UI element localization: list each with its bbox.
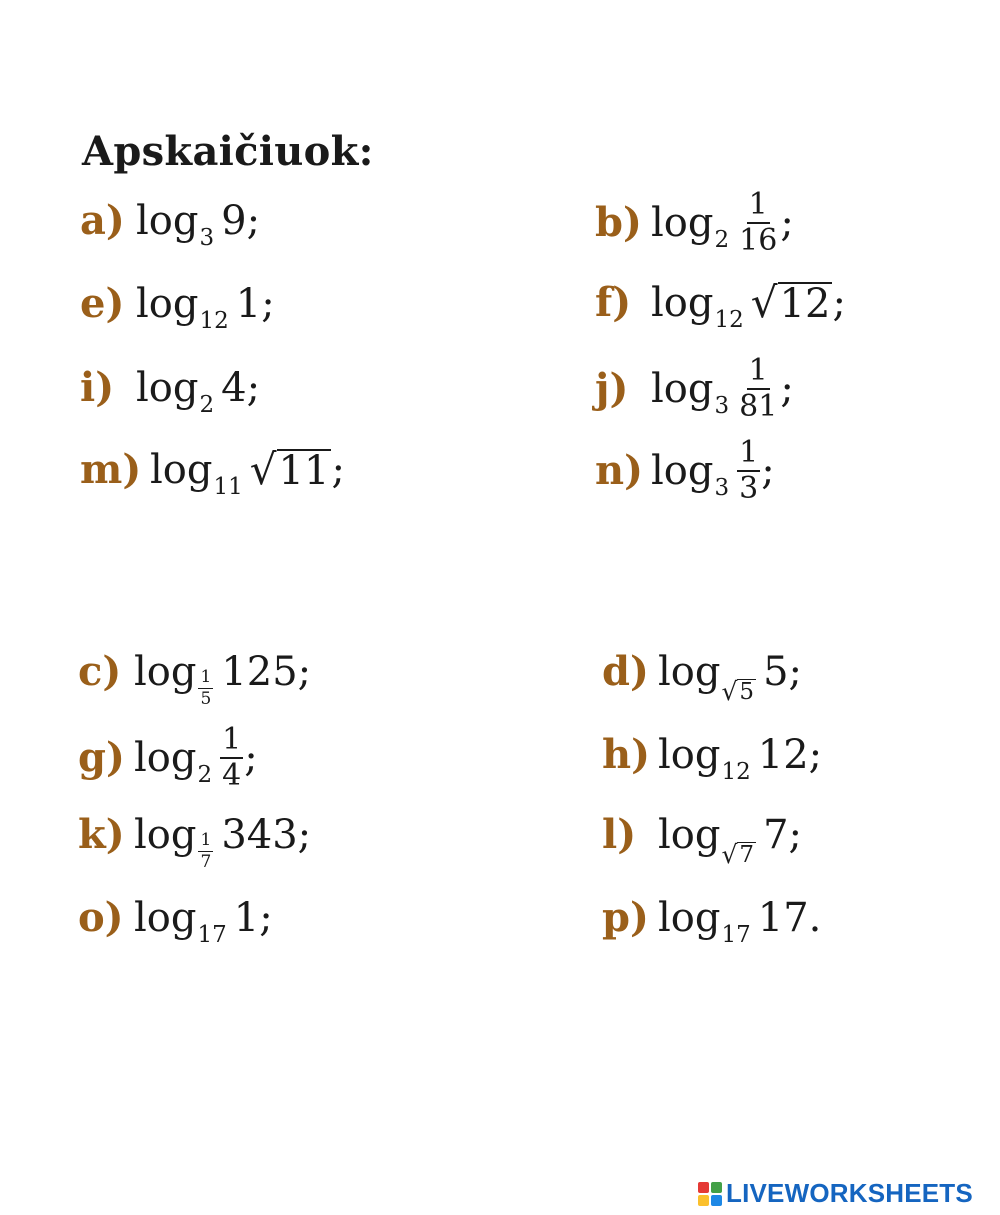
log-expression: log 3 <box>651 448 730 501</box>
denominator: 81 <box>739 389 778 424</box>
log-base: 11 <box>213 474 243 500</box>
exercise-m: m) log 11 √ 11 ; <box>80 445 345 500</box>
log-argument: 4 <box>221 365 247 411</box>
numerator: 1 <box>200 667 212 687</box>
fraction <box>737 435 760 506</box>
log-argument: 12 <box>757 732 809 778</box>
base-square-root <box>721 679 756 704</box>
radicand: 11 <box>278 448 330 494</box>
base-square-root <box>721 842 756 867</box>
log-base <box>197 832 214 871</box>
log-base: 2 <box>197 762 213 788</box>
exercise-b: b) log 2 $\frac{1}{16}$ ; <box>595 187 794 258</box>
log-base: 12 <box>714 307 744 333</box>
log-base: 17 <box>197 922 227 948</box>
numerator: 1 <box>739 435 759 470</box>
denominator: 5 <box>200 689 212 709</box>
exercise-label: e) <box>80 280 125 327</box>
exercise-p: p) log 17 17 . <box>602 894 822 948</box>
log-argument: 9 <box>221 198 247 244</box>
log-expression: log $\frac{1}{7}$ <box>134 815 221 855</box>
log-expression: log 12 <box>651 280 744 333</box>
exercise-g: g) log 2 $\frac{1}{4}$ ; <box>78 722 258 793</box>
log-base: 17 <box>721 922 751 948</box>
log-argument: 5 <box>763 649 789 695</box>
log-expression: log 17 <box>658 895 751 948</box>
log-expression: log √ 7 <box>658 812 755 869</box>
exercise-label: p) <box>602 894 649 941</box>
numerator: 1 <box>222 722 242 757</box>
exercise-label: l) <box>602 811 637 858</box>
numerator: 1 <box>748 353 768 388</box>
exercise-o: o) log 17 1 ; <box>78 894 273 948</box>
log-argument: 7 <box>763 812 789 858</box>
liveworksheets-logo-icon <box>698 1182 722 1206</box>
log-argument: 343 <box>221 812 298 858</box>
log-base <box>197 669 214 708</box>
exercise-label: m) <box>80 446 142 493</box>
exercise-label: b) <box>595 199 642 246</box>
log-expression: log 2 <box>134 735 213 788</box>
log-base <box>721 842 756 867</box>
denominator: 7 <box>200 852 212 872</box>
base-fraction <box>198 832 213 871</box>
radical-sign: √ <box>721 677 738 706</box>
exercise-label: k) <box>78 811 125 858</box>
log-argument: 125 <box>221 649 298 695</box>
page-title: Apskaičiuok: <box>82 128 374 175</box>
fraction <box>220 722 243 793</box>
exercise-label: d) <box>602 648 649 695</box>
radical-sign: √ <box>721 840 738 869</box>
logo-square <box>711 1182 722 1193</box>
denominator: 16 <box>739 223 778 258</box>
liveworksheets-logo <box>698 1178 973 1209</box>
denominator: 4 <box>222 758 242 793</box>
fraction <box>737 187 779 258</box>
log-expression: log 12 <box>658 732 751 785</box>
log-expression: log 3 <box>651 366 730 419</box>
exercise-c: c) log $\frac{1}{5}$ 125 ; <box>78 648 312 709</box>
log-base: 3 <box>714 393 730 419</box>
radicand: 7 <box>739 842 755 868</box>
exercise-f: f) log 12 √ 12 ; <box>595 278 846 333</box>
exercise-label: g) <box>78 734 125 781</box>
log-expression: log 2 <box>651 200 730 253</box>
log-base: 3 <box>199 225 215 251</box>
radicand: 12 <box>779 281 831 327</box>
fraction <box>737 353 779 424</box>
log-base: 3 <box>714 475 730 501</box>
radical-sign: √ <box>750 278 778 327</box>
log-argument: 1 <box>235 281 262 327</box>
logo-square <box>698 1182 709 1193</box>
exercise-label: n) <box>595 447 644 494</box>
exercise-label: f) <box>595 279 632 326</box>
log-base: 2 <box>714 227 730 253</box>
square-root <box>750 278 833 327</box>
numerator: 1 <box>748 187 768 222</box>
log-expression: log 17 <box>134 895 227 948</box>
exercise-k: k) log $\frac{1}{7}$ 343 ; <box>78 811 312 872</box>
exercise-d: d) log √ 5 5 ; <box>602 648 802 706</box>
exercise-j: j) log 3 $\frac{1}{81}$ ; <box>595 353 794 424</box>
log-expression: log 2 <box>136 365 215 418</box>
denominator: 3 <box>739 471 759 506</box>
log-expression: log 12 <box>136 281 229 334</box>
log-argument: 1 <box>233 895 260 941</box>
log-base <box>721 679 756 704</box>
logo-text: LIVEWORKSHEETS <box>726 1178 973 1208</box>
log-expression: log $\frac{1}{5}$ <box>134 652 221 692</box>
exercise-i: i) log 2 4 ; <box>80 364 261 418</box>
exercise-label: o) <box>78 894 124 941</box>
exercise-label: i) <box>80 364 115 411</box>
log-base: 12 <box>721 759 751 785</box>
log-expression: log √ 5 <box>658 649 755 706</box>
log-argument: 17 <box>757 895 809 941</box>
log-expression: log 11 <box>150 447 243 500</box>
numerator: 1 <box>200 830 212 850</box>
radical-sign: √ <box>249 445 277 494</box>
exercise-label: a) <box>80 197 125 244</box>
log-base: 12 <box>199 308 229 334</box>
log-base: 2 <box>199 392 215 418</box>
exercise-label: c) <box>78 648 122 695</box>
exercise-a: a) log 3 9 ; <box>80 197 261 251</box>
log-expression: log 3 <box>136 198 215 251</box>
exercise-label: j) <box>595 365 629 412</box>
base-fraction <box>198 669 213 708</box>
exercise-n: n) log 3 $\frac{1}{3}$ ; <box>595 435 775 506</box>
square-root <box>249 445 332 494</box>
logo-square <box>711 1195 722 1206</box>
exercise-e: e) log 12 1 ; <box>80 280 275 334</box>
exercise-h: h) log 12 12 ; <box>602 731 823 785</box>
exercise-label: h) <box>602 731 651 778</box>
exercise-l: l) log √ 7 7 ; <box>602 811 802 869</box>
logo-square <box>698 1195 709 1206</box>
radicand: 5 <box>739 679 755 705</box>
